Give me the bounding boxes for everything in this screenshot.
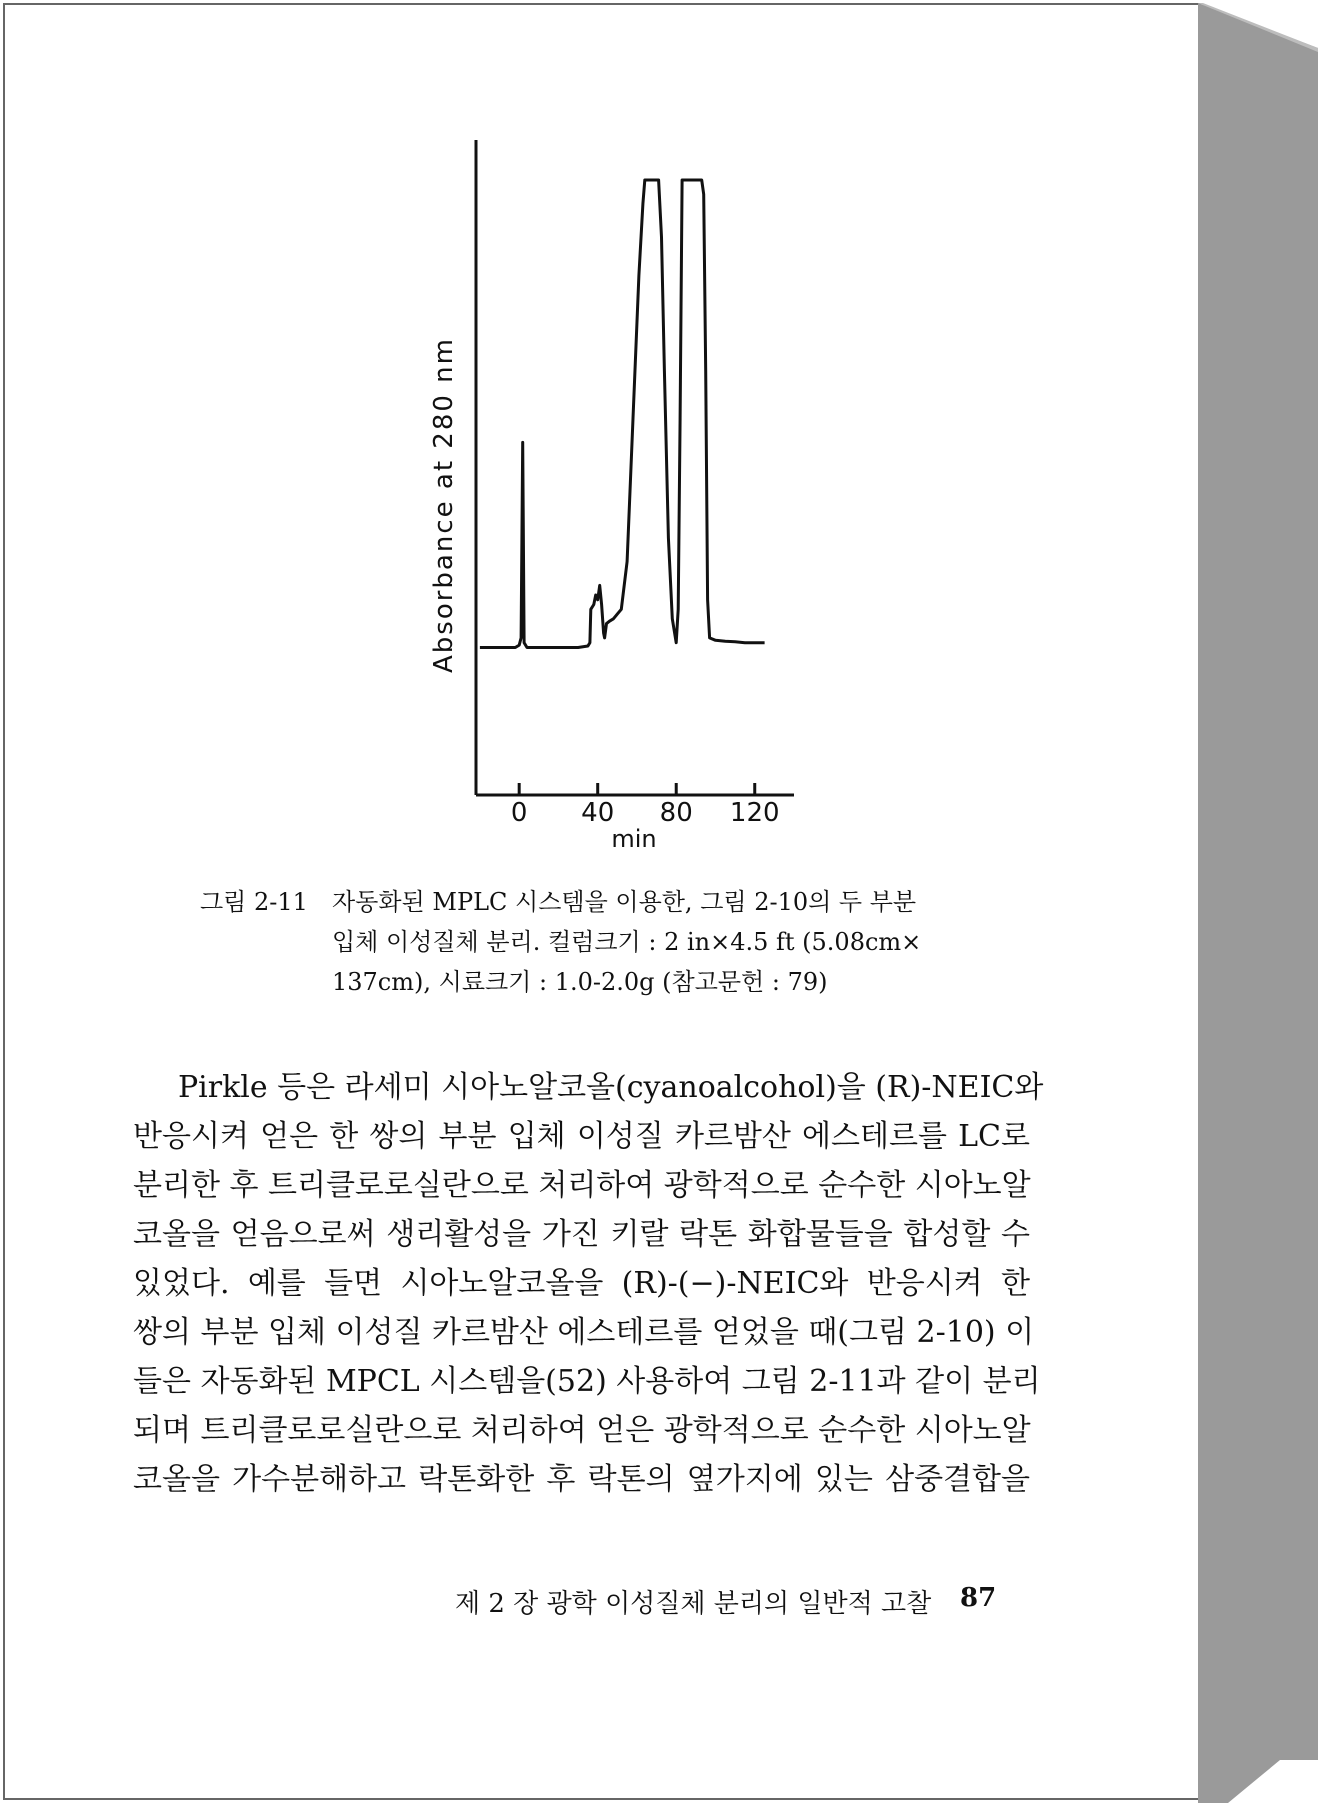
book-edge-decoration: [1198, 0, 1318, 1806]
caption-line-2: 입체 이성질체 분리. 컬럼크기 : 2 in×4.5 ft (5.08cm×: [332, 928, 922, 956]
paragraph-line: 코올을 가수분해하고 락톤화한 후 락톤의 옆가지에 있는 삼중결합을: [133, 1462, 1030, 1497]
x-tick-label: 40: [581, 798, 615, 828]
paragraph-line: 들은 자동화된 MPCL 시스템을(52) 사용하여 그림 2-11과 같이 분리: [133, 1364, 1041, 1399]
body-paragraph: [133, 1063, 1044, 1504]
x-tick-label: 120: [729, 798, 780, 828]
chapter-title: 제 2 장 광학 이성질체 분리의 일반적 고찰: [455, 1589, 932, 1619]
caption-line-1: 자동화된 MPLC 시스템을 이용한, 그림 2-10의 두 부분: [332, 888, 917, 916]
figure-label: 그림 2-11: [200, 888, 308, 916]
x-tick-label: 80: [659, 798, 693, 828]
chromatogram-trace: [480, 180, 765, 648]
paragraph-line: 반응시켜 얻은 한 쌍의 부분 입체 이성질 카르밤산 에스테르를 LC로: [133, 1119, 1030, 1154]
caption-line-3: 137cm), 시료크기 : 1.0-2.0g (참고문헌 : 79): [332, 968, 828, 996]
x-axis-label: min: [611, 825, 657, 853]
paragraph-line: 쌍의 부분 입체 이성질 카르밤산 에스테르를 얻었을 때(그림 2-10) 이: [133, 1315, 1035, 1350]
page-number: 87: [960, 1583, 997, 1613]
paragraph-line: 분리한 후 트리클로로실란으로 처리하여 광학적으로 순수한 시아노알: [133, 1168, 1031, 1203]
y-axis-label: Absorbance at 280 nm: [429, 337, 459, 673]
paragraph-line: 코올을 얻음으로써 생리활성을 가진 키랄 락톤 화합물들을 합성할 수: [133, 1217, 1030, 1252]
paragraph-line: 있었다. 예를 들면 시아노알코올을 (R)-(−)-NEIC와 반응시켜 한: [133, 1266, 1030, 1301]
paragraph-line: 되며 트리클로로실란으로 처리하여 얻은 광학적으로 순수한 시아노알: [133, 1413, 1031, 1448]
chromatogram-chart: [420, 140, 820, 860]
page-footer: [455, 1583, 997, 1620]
x-tick-label: 0: [510, 798, 528, 828]
paragraph-line: Pirkle 등은 라세미 시아노알코올(cyanoalcohol)을 (R)-NEIC와: [178, 1070, 1044, 1105]
